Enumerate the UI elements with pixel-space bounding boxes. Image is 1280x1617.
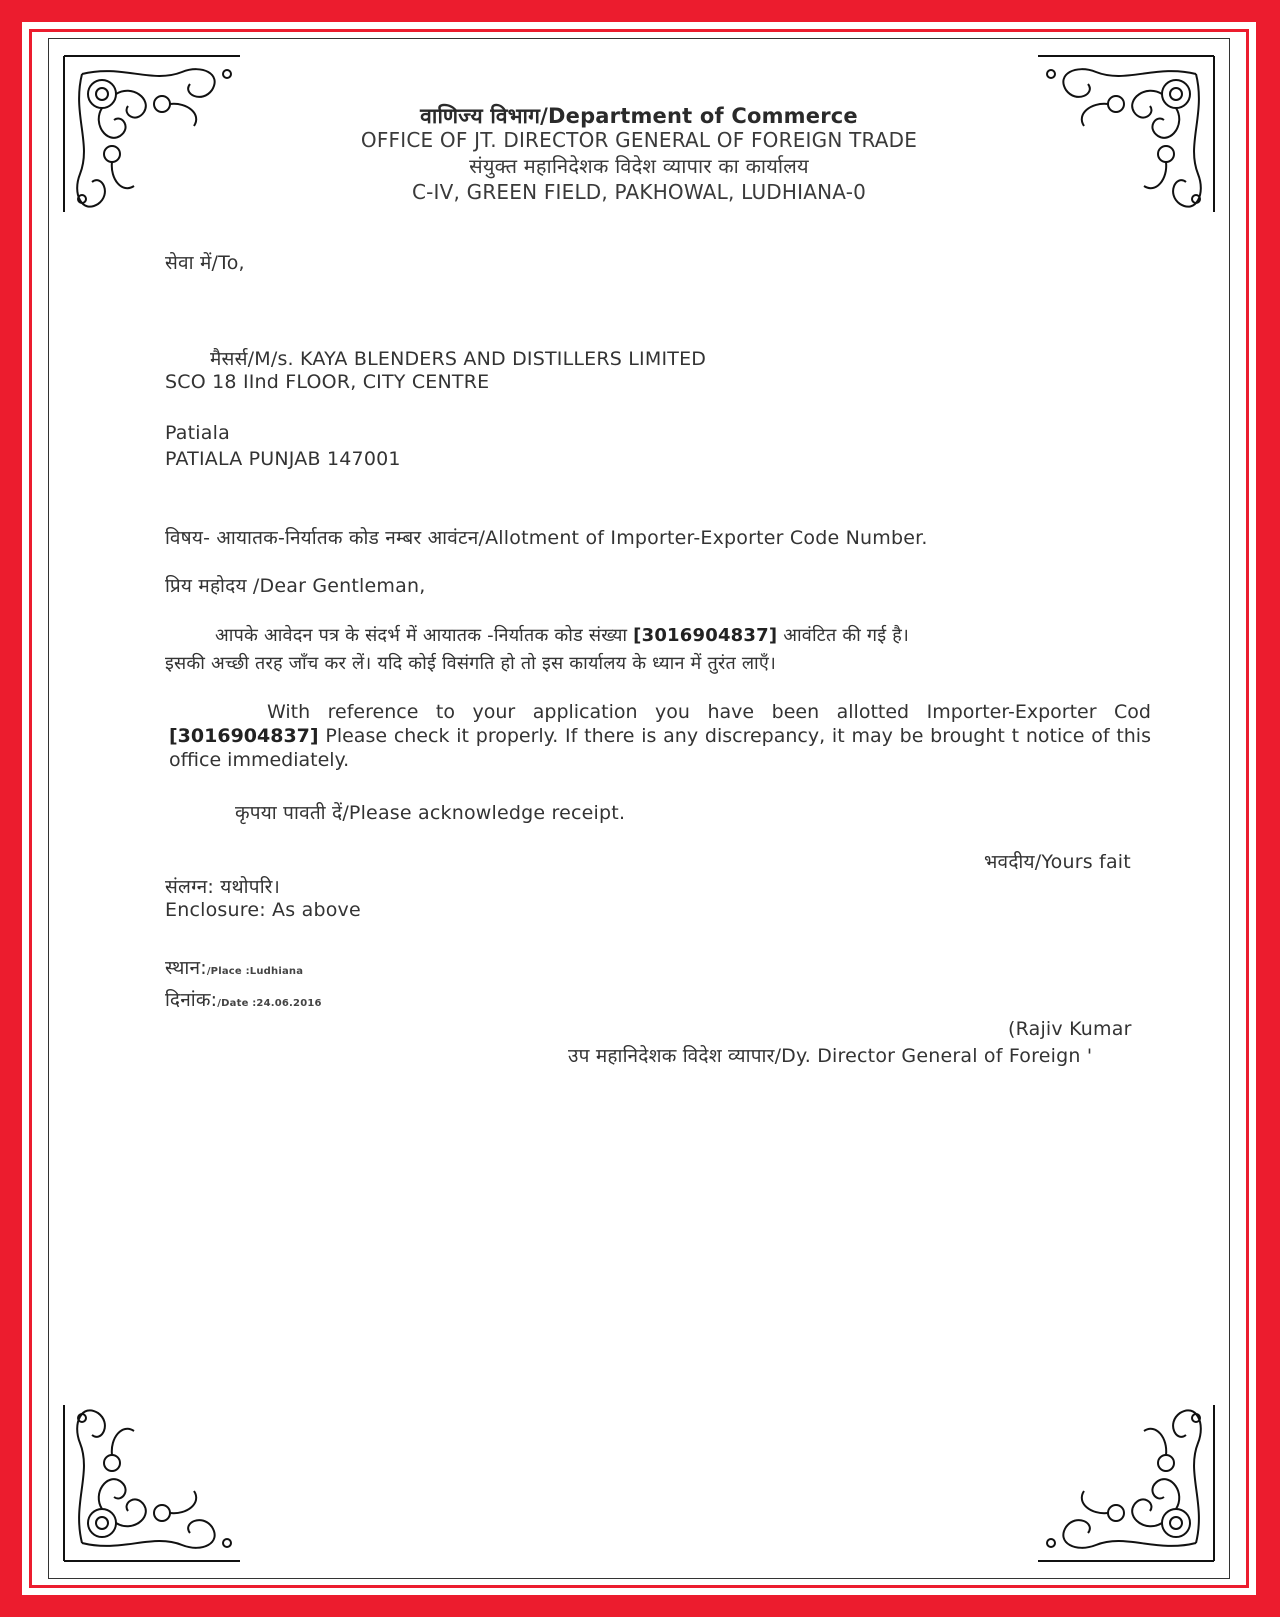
signatory-title: उप महानिदेशक विदेश व्यापार/Dy. Director General of Foreign ' <box>568 1045 1093 1067</box>
place-value: /Place :Ludhiana <box>206 966 304 977</box>
hindi-body-line-2: इसकी अच्छी तरह जाँच कर लें। यदि कोई विसंगति हो तो इस कार्यालय के ध्यान में तुरंत लाएँ। <box>165 653 777 674</box>
recipient-state-pin: PATIALA PUNJAB 147001 <box>165 448 401 470</box>
date-value: /Date :24.06.2016 <box>217 998 322 1009</box>
enclosure-hindi: संलग्न: यथोपरि। <box>165 876 281 898</box>
place-line: स्थान:/Place :Ludhiana <box>165 957 304 979</box>
signatory-name: (Rajiv Kumar <box>1008 1018 1132 1040</box>
acknowledge-request: कृपया पावती दें/Please acknowledge receipt. <box>235 802 626 824</box>
letter-page <box>22 22 1256 1595</box>
iec-code-hindi: [3016904837] <box>633 625 778 646</box>
office-name-english: OFFICE OF JT. DIRECTOR GENERAL OF FOREIGN TRADE <box>360 128 918 152</box>
closing-yours-faithfully: भवदीय/Yours fait <box>984 851 1131 873</box>
enclosure-english: Enclosure: As above <box>165 899 361 921</box>
date-line: दिनांक:/Date :24.06.2016 <box>165 989 322 1011</box>
english-body-paragraph: With reference to your application you have been allotted Importer-Exporter Cod [3016904837] Please check it properly. If there is any discrepancy, it may be brought t notice of this office immediately. <box>169 701 1151 771</box>
recipient-address-line: SCO 18 IInd FLOOR, CITY CENTRE <box>165 371 490 393</box>
iec-code-english: [3016904837] <box>169 725 319 747</box>
office-address: C-IV, GREEN FIELD, PAKHOWAL, LUDHIANA-0 <box>411 180 867 204</box>
office-name-hindi: संयुक्त महानिदेशक विदेश व्यापार का कार्यालय <box>469 154 809 178</box>
salutation: प्रिय महोदय /Dear Gentleman, <box>165 575 426 597</box>
department-heading: वाणिज्य विभाग/Department of Commerce <box>420 104 858 128</box>
recipient-name: मैसर्स/M/s. KAYA BLENDERS AND DISTILLERS LIMITED <box>210 348 707 370</box>
recipient-city: Patiala <box>165 422 230 444</box>
subject-line: विषय- आयातक-निर्यातक कोड नम्बर आवंटन/Allotment of Importer-Exporter Code Number. <box>165 527 928 549</box>
hindi-body-line-1: आपके आवेदन पत्र के संदर्भ में आयातक -निर्यातक कोड संख्या [3016904837] आवंटित की गई है। <box>215 625 910 646</box>
letter-body <box>22 22 1256 1595</box>
to-label: सेवा में/To, <box>165 252 245 274</box>
